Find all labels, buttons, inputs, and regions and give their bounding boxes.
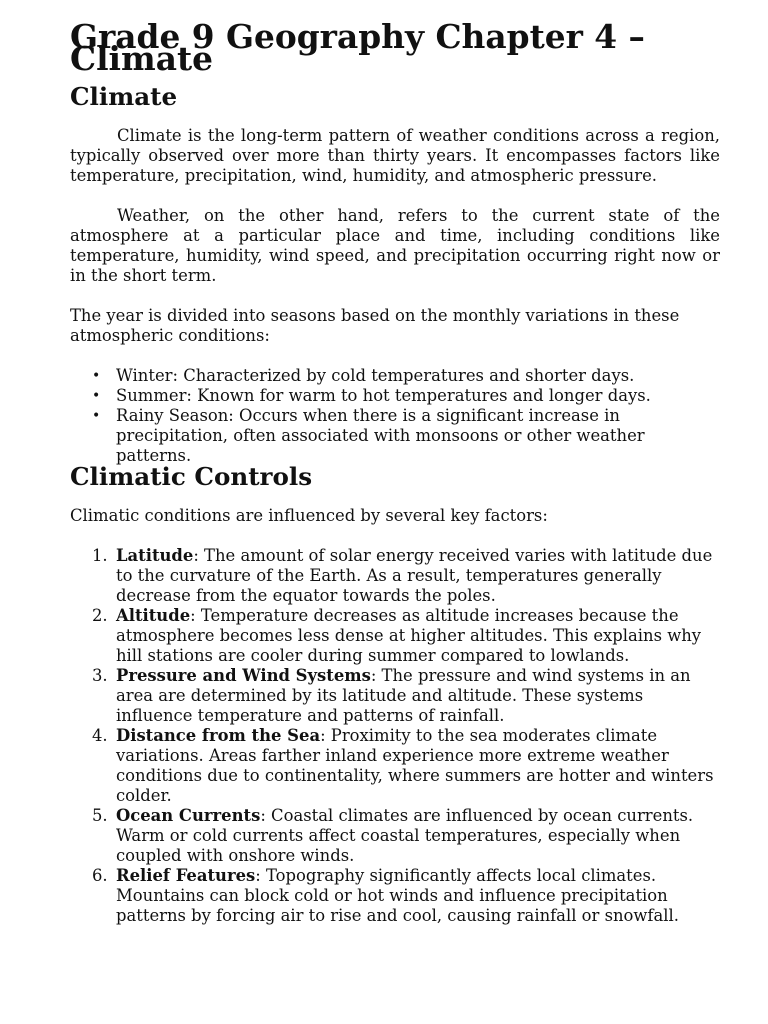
term-pressure-wind: Pressure and Wind Systems	[116, 666, 371, 685]
term-altitude: Altitude	[116, 606, 191, 625]
list-item-ocean-currents	[92, 806, 720, 866]
list-item-summer: • Summer: Known for warm to hot temperatures and longer days.	[116, 386, 720, 406]
list-item-distance-sea	[92, 726, 720, 806]
paragraph-seasons-intro: The year is divided into seasons based on the monthly variations in these atmospheric conditions:	[70, 306, 680, 345]
description-altitude: : Temperature decreases as altitude increases because the atmosphere becomes less dense at higher altitudes. This explains why hill stations are cooler during summer compared to lowlands.	[116, 606, 702, 665]
description-relief-features: : Topography significantly affects local climates. Mountains can block cold or hot winds and influence precipitation patterns by forcing air to rise and cool, causing rainfall or snowfall.	[116, 866, 679, 925]
list-number: 3.	[92, 666, 108, 685]
section-heading-climate: Climate	[70, 82, 178, 111]
list-number: 1.	[92, 546, 108, 565]
climatic-controls-list	[70, 546, 720, 926]
term-distance-sea: Distance from the Sea	[116, 726, 321, 745]
list-item-winter: • Winter: Characterized by cold temperatures and shorter days.	[116, 366, 720, 386]
document-title: Grade 9 Geography Chapter 4 – Climate	[70, 17, 645, 78]
list-number: 5.	[92, 806, 108, 825]
paragraph-controls-intro: Climatic conditions are influenced by several key factors:	[70, 506, 548, 525]
list-item-latitude	[92, 546, 720, 606]
description-pressure-wind: : The pressure and wind systems in an area are determined by its latitude and altitude. These systems influence temperature and patterns of rainfall.	[116, 666, 691, 725]
paragraph-climate-definition: Climate is the long-term pattern of weather conditions across a region, typically observed over more than thirty years. It encompasses factors like temperature, precipitation, wind, humidity, and atmospheric pressure.	[70, 126, 720, 185]
term-ocean-currents: Ocean Currents	[116, 806, 261, 825]
document-page	[70, 17, 720, 926]
section-heading-climatic-controls: Climatic Controls	[70, 462, 313, 491]
list-number: 2.	[92, 606, 108, 625]
paragraph-weather-definition: Weather, on the other hand, refers to the current state of the atmosphere at a particular place and time, including conditions like temperature, humidity, wind speed, and precipitation occurring right now or in the short term.	[70, 206, 720, 285]
description-distance-sea: : Proximity to the sea moderates climate variations. Areas farther inland experience more extreme weather conditions due to continentality, where summers are hotter and winters colder.	[116, 726, 714, 805]
list-item-rainy-season: • Rainy Season: Occurs when there is a significant increase in precipitation, often associated with monsoons or other weather patterns.	[116, 406, 720, 466]
seasons-list	[70, 366, 720, 466]
list-item-pressure-wind	[92, 666, 720, 726]
term-latitude: Latitude	[116, 546, 194, 565]
list-item-relief-features	[92, 866, 720, 926]
list-number: 4.	[92, 726, 108, 745]
description-ocean-currents: : Coastal climates are influenced by ocean currents. Warm or cold currents affect coastal temperatures, especially when coupled with onshore winds.	[116, 806, 694, 865]
list-number: 6.	[92, 866, 108, 885]
description-latitude: : The amount of solar energy received varies with latitude due to the curvature of the Earth. As a result, temperatures generally decrease from the equator towards the poles.	[116, 546, 713, 605]
list-item-altitude	[92, 606, 720, 666]
term-relief-features: Relief Features	[116, 866, 256, 885]
